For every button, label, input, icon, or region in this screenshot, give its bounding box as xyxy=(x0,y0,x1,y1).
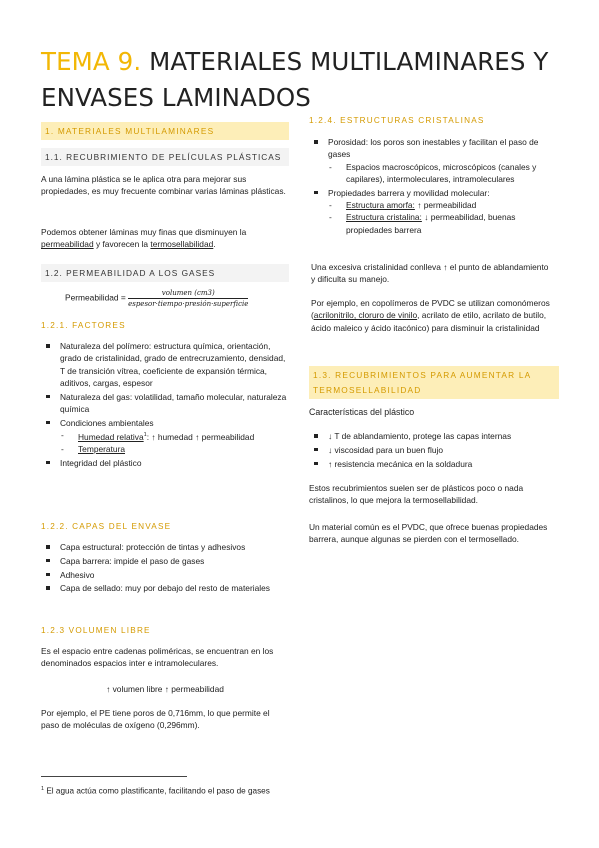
formula-lhs: Permeabilidad = xyxy=(65,292,129,303)
list-item: Naturaleza del polímero: estructura química, orientación, grado de cristalinidad, grado de entrecruzamiento, densidad, T de transición vítrea, coeficiente de expansión térmica, aditivos, cargas, espesor xyxy=(41,340,289,389)
list-item: Adhesivo xyxy=(41,569,289,581)
crystal-list xyxy=(309,136,559,237)
paragraph-volumen-c: Por ejemplo, el PE tiene poros de 0,716mm, lo que permite el paso de moléculas de oxígeno (0,296mm). xyxy=(41,708,270,731)
paragraph-crystal-b: Por ejemplo, en copolímeros de PVDC se utilizan comonómeros (acrilonitrilo, cloruro de vinilo, acrilato de etilo, acrilato de butilo, ácido maleico y ácido itacónico) para disminuir la cristalinidad xyxy=(311,298,550,333)
formula-denominator: espesor·tiempo·presión·superficie xyxy=(128,300,249,308)
list-item: - Espacios macroscópicos, microscópicos (canales y capilares), intermoleculares, intramoleculares xyxy=(328,161,559,186)
list-item: ↓ viscosidad para un buen flujo xyxy=(309,444,559,456)
paragraph-volumen-b: ↑ volumen libre ↑ permeabilidad xyxy=(106,684,224,694)
section-heading-1-2-1: 1.2.1. FACTORES xyxy=(41,321,126,330)
section-heading-1-2-2: 1.2.2. CAPAS DEL ENVASE xyxy=(41,522,172,531)
list-item: Capa barrera: impide el paso de gases xyxy=(41,555,289,567)
list-item: - Temperatura xyxy=(60,443,289,455)
section-heading-1-2-3: 1.2.3 VOLUMEN LIBRE xyxy=(41,626,151,635)
list-item: - Humedad relativa$^1$: ↑ humedad ↑ permeabilidad xyxy=(60,429,289,443)
characteristics-heading: Características del plástico xyxy=(309,407,415,417)
term-termosellabilidad: termosellabilidad xyxy=(150,239,214,250)
section-heading-1-2-4: 1.2.4. ESTRUCTURAS CRISTALINAS xyxy=(309,116,485,125)
paragraph-1-1-b: Podemos obtener láminas muy finas que disminuyen la permeabilidad y favorecen la termosellabilidad. xyxy=(41,227,247,250)
list-item: Integridad del plástico xyxy=(41,457,289,469)
list-item: Capa de sellado: muy por debajo del resto de materiales xyxy=(41,582,289,594)
list-item: Naturaleza del gas: volatilidad, tamaño molecular, naturaleza química xyxy=(41,391,289,416)
list-item: Capa estructural: protección de tintas y adhesivos xyxy=(41,541,289,553)
footnote-separator xyxy=(41,776,187,777)
page-title xyxy=(41,44,561,116)
title-text: MATERIALES MULTILAMINARES Y ENVASES LAMINADOS xyxy=(41,47,549,112)
term-permeabilidad: permeabilidad xyxy=(41,239,94,250)
footnote: $^1$ El agua actúa como plastificante, facilitando el paso de gases xyxy=(41,786,270,796)
section-heading-1-1: 1.1. RECUBRIMIENTO DE PELÍCULAS PLÁSTICAS xyxy=(41,148,289,166)
paragraph-termosello-a: Estos recubrimientos suelen ser de plásticos poco o nada cristalinos, lo que mejora la termosellabilidad. xyxy=(309,483,524,506)
section-heading-1: 1. MATERIALES MULTILAMINARES xyxy=(41,122,289,140)
permeability-formula xyxy=(41,289,313,308)
list-item: Condiciones ambientales - Humedad relativa$^1$: ↑ humedad ↑ permeabilidad - Temperatura xyxy=(41,417,289,456)
list-item: - Estructura cristalina: ↓ permeabilidad, buenas propiedades barrera xyxy=(328,211,559,236)
section-heading-1-2: 1.2. PERMEABILIDAD A LOS GASES xyxy=(41,264,289,282)
list-item: - Estructura amorfa: ↑ permeabilidad xyxy=(328,199,559,211)
paragraph-crystal-a: Una excesiva cristalinidad conlleva ↑ el punto de ablandamiento y dificulta su manejo. xyxy=(311,262,549,285)
section-heading-1-3: 1.3. RECUBRIMIENTOS PARA AUMENTAR LA TERMOSELLABILIDAD xyxy=(309,366,559,399)
list-item: Propiedades barrera y movilidad molecular: - Estructura amorfa: ↑ permeabilidad - Estructura cristalina: ↓ permeabilidad, buenas propiedades barrera xyxy=(309,187,559,236)
factors-list xyxy=(41,340,289,471)
characteristics-list xyxy=(309,430,559,471)
list-item: ↑ resistencia mecánica en la soldadura xyxy=(309,458,559,470)
formula-numerator: volumen (cm3) xyxy=(128,289,248,299)
title-number: TEMA 9. xyxy=(41,47,142,76)
term-comonomeros: acrilonitrilo, cloruro de vinilo xyxy=(313,310,418,321)
paragraph-volumen-a: Es el espacio entre cadenas poliméricas, se encuentran en los denominados espacios inter e intramoleculares. xyxy=(41,646,274,669)
paragraph-termosello-b: Un material común es el PVDC, que ofrece buenas propiedades barrera, aunque algunas se pierden con el termosellado. xyxy=(309,522,548,545)
list-item: ↓ T de ablandamiento, protege las capas internas xyxy=(309,430,559,442)
paragraph-1-1-a: A una lámina plástica se le aplica otra para mejorar sus propiedades, es muy frecuente combinar varias láminas plásticas. xyxy=(41,174,286,197)
layers-list xyxy=(41,541,289,596)
list-item: Porosidad: los poros son inestables y facilitan el paso de gases - Espacios macroscópicos, microscópicos (canales y capilares), intermoleculares, intramoleculares xyxy=(309,136,559,185)
